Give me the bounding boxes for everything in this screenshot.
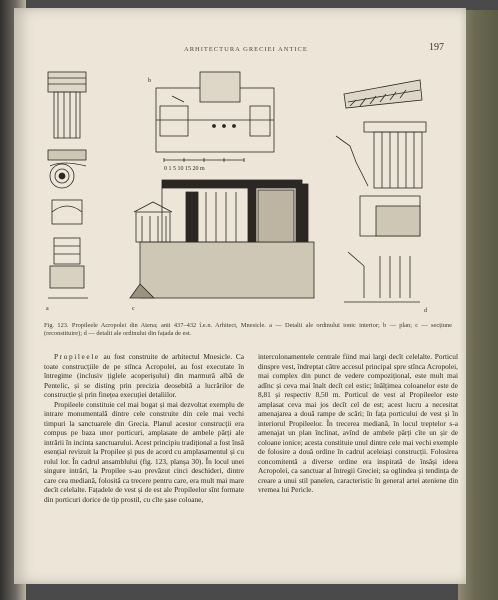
lead-word: Propileele [54, 352, 100, 361]
body-text [44, 352, 458, 574]
figure-caption [44, 322, 452, 339]
figure-label-c: c [132, 306, 135, 312]
running-head: ARHITECTURA GRECIEI ANTICE [184, 46, 308, 53]
plan-scale: 0 1 5 10 15 20 m [164, 166, 205, 172]
text-column-left [44, 352, 244, 574]
propylaea-drawings [44, 66, 436, 316]
section-drawing [130, 180, 314, 298]
text-column-right [258, 352, 458, 574]
figure-label-b: b [148, 78, 151, 84]
ionic-details-drawing [48, 72, 88, 298]
architectural-figure [44, 66, 436, 316]
figure-label-a: a [46, 306, 49, 312]
doric-details-drawing [336, 80, 426, 302]
page-number: 197 [429, 42, 444, 53]
figure-number: Fig. 123. [44, 322, 69, 329]
figure-label-d: d [424, 308, 427, 314]
paragraph: intercolonamentele centrale fiind mai largi decît celelalte. Porticul dinspre vest, îndreptat către accesul principal spre stînca Acropolei, mai complex din punct de vedere compozițional, este mult mai adînc și ceva mai înalt decît cel estic; înălțimea coloanelor este de 8,81 și respectiv 8,50 m. Porticul de vest al Propileelor este amplasat ceva mai jos decît cel de est; acest lucru a necesitat amenajarea a două rampe de scări; în fața porticului de vest și în interiorul Propileelor. În trecerea mediană, în locul treptelor s-a amenajat un plan înclinat, avînd de ambele părți cîte un șir de coloane ionice; acesta constituie unul dintre cele mai vechi exemple de folosire a două ordine în cadrul aceleiași construcții. Folosirea concomitentă a diverse ordine era inspirată de însăși ideea Acropolei, ca sanctuar al întregii Greciei; sa oglindea și tendința de creare a unui stil panelen, caracteristic în general artei ateniene din vremea lui Pericle. [258, 352, 458, 494]
paragraph: Propileele au fost construite de arhitectul Mnesicle. Ca toate construcțiile de pe stînca Acropolei, au fost executate în întregime (inclusiv țiglele acoperișului) din marmură albă de Pentelic, și se disting prin precizia deosebită a lucrărilor de construcție și prin finețea execuției detaliilor. [44, 352, 244, 399]
book-page [14, 8, 466, 584]
plan-drawing [156, 72, 274, 162]
caption-text: Propileele Acropolei din Atena; anii 437–432 î.e.n. Arhitect, Mnesicle. a — Detalii ale ordinului ionic interior; b — plan; c — secțiune (reconstituire); d — detalii ale ordinului din fațada de est. [44, 322, 452, 338]
paragraph: Propileele constituie cel mai bogat și mai dezvoltat exemplu de intrare monumentală dintre cele construite din cele mai vechi timpuri la sanctuarele din Grecia. Planul acestor construcții era compus pe baza unor porticuri, amplasate de ambele părți ale intrării în incinta sanctuarului. Acest principiu tradițional a fost însă esențial revizuit la Propilee și pus de acord cu amplasamentul și cu rolul lor. În cadrul ansamblului (fig. 123, planșa 30). În locul unei singure intrări, la Propilee s-au prevăzut cinci deschideri, dintre care cea mediană, folosită ca trecere pentru care, era mult mai mare decît celelalte. Fațadele de vest și de est ale Propileelor sînt formate din porticuri dorice de tip prostil, cu cîte șase coloane, [44, 399, 244, 504]
